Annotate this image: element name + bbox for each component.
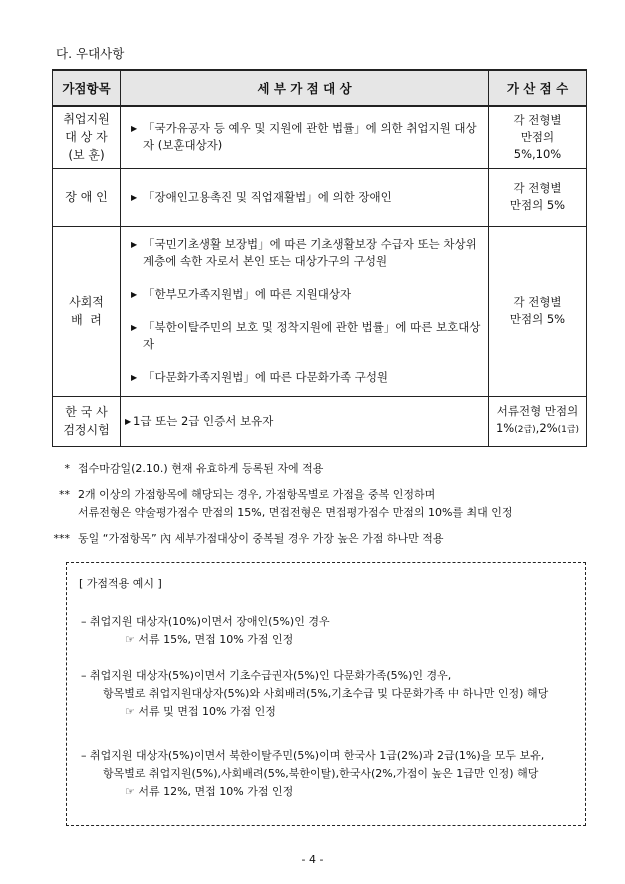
- example-result: ☞ 서류 15%, 면접 10% 가점 인정: [125, 633, 294, 646]
- score-cell: 서류전형 만점의 1%(2급),2%(1급): [489, 396, 587, 446]
- note-item: ** 2개 이상의 가점항목에 해당되는 경우, 가점항목별로 가점을 중복 인정하며 서류전형은 약술평가점수 만점의 15%, 면접전형은 면접평가점수 만점의 10%를 최대 인정: [59, 488, 513, 519]
- page-number: - 4 -: [301, 853, 324, 866]
- bullet-icon: ▶: [125, 416, 132, 426]
- notes: [52, 460, 592, 556]
- example-case: – 취업지원 대상자(5%)이면서 기초수급권자(5%)인 다문화가족(5%)인 경우, 항목별로 취업지원대상자(5%)와 사회배려(5%,기초수급 및 다문화가족 中 하나만 인정) 해당 ☞ 서류 및 면접 10% 가점 인정: [81, 667, 577, 721]
- detail-item: ▶ 「북한이탈주민의 보호 및 정착지원에 관한 법률」에 따른 보호대상자: [131, 320, 481, 351]
- item-text: 한 국 사: [65, 405, 108, 419]
- example-box: [66, 562, 586, 826]
- item-text: 사회적: [69, 295, 104, 309]
- item-text: 배 려: [71, 313, 102, 327]
- detail-item: ▶ 「장애인고용촉진 및 직업재활법」에 의한 장애인: [131, 189, 392, 204]
- bullet-icon: ▶: [131, 290, 138, 299]
- note-item: * 접수마감일(2.10.) 현재 유효하게 등록된 자에 적용: [64, 462, 324, 475]
- section-title: 다. 우대사항: [56, 46, 125, 61]
- item-text: 장 애 인: [65, 190, 108, 204]
- example-case: – 취업지원 대상자(5%)이면서 북한이탈주민(5%)이며 한국사 1급(2%)과 2급(1%)을 모두 보유, 항목별로 취업지원(5%),사회배려(5%,북한이탈),한국사(2%,가점이 높은 1급만 인정) 해당 ☞ 서류 12%, 면접 10% 가점 인정: [81, 747, 577, 801]
- bullet-icon: ▶: [131, 124, 138, 134]
- item-cell: [53, 168, 121, 226]
- item-text: (보 훈): [68, 148, 105, 163]
- item-text: 취업지원: [63, 112, 110, 127]
- example-case: – 취업지원 대상자(10%)이면서 장애인(5%)인 경우 ☞ 서류 15%, 면접 10% 가점 인정: [81, 613, 577, 649]
- detail-item: ▶ 「국민기초생활 보장법」에 따른 기초생활보장 수급자 또는 차상위계층에 속한 자로서 본인 또는 대상가구의 구성원: [131, 237, 477, 268]
- table-row: [53, 106, 587, 168]
- item-cell: [53, 396, 121, 446]
- example-result: ☞ 서류 12%, 면접 10% 가점 인정: [125, 785, 294, 798]
- header-score: 가 산 점 수: [489, 70, 587, 106]
- example-result: ☞ 서류 및 면접 10% 가점 인정: [125, 705, 276, 718]
- example-title: [ 가점적용 예시 ]: [79, 577, 162, 590]
- detail-item: ▶ 「한부모가족지원법」에 따른 지원대상자: [131, 287, 352, 301]
- detail-item: ▶ 「다문화가족지원법」에 따른 다문화가족 구성원: [131, 370, 389, 384]
- bullet-icon: ▶: [131, 192, 138, 202]
- bullet-icon: ▶: [131, 240, 138, 249]
- score-cell: 각 전형별 만점의 5%,10%: [489, 106, 587, 168]
- detail-cell: [121, 168, 489, 226]
- item-cell: [53, 106, 121, 168]
- header-detail: 세 부 가 점 대 상: [121, 70, 489, 106]
- bullet-icon: ▶: [131, 373, 138, 382]
- table-header-row: [53, 70, 587, 106]
- table-row: [53, 226, 587, 396]
- score-cell: 각 전형별 만점의 5%: [489, 226, 587, 396]
- note-item: *** 동일 “가점항목” 內 세부가점대상이 중복될 경우 가장 높은 가점 하나만 적용: [53, 532, 444, 545]
- detail-item: ▶ 「국가유공자 등 예우 및 지원에 관한 법률」에 의한 취업지원 대상자 (보훈대상자): [131, 121, 477, 153]
- table-row: [53, 168, 587, 226]
- detail-cell: [121, 226, 489, 396]
- bullet-icon: ▶: [131, 323, 138, 332]
- detail-item: ▶ 1급 또는 2급 인증서 보유자: [125, 413, 274, 428]
- item-cell: [53, 226, 121, 396]
- header-item: 가점항목: [53, 70, 121, 106]
- item-text: 대 상 자: [65, 130, 108, 145]
- detail-cell: [121, 106, 489, 168]
- preference-table: [52, 69, 587, 447]
- item-text: 검정시험: [63, 423, 110, 437]
- score-cell: 각 전형별 만점의 5%: [489, 168, 587, 226]
- detail-cell: [121, 396, 489, 446]
- table-row: [53, 396, 587, 446]
- score-detail: 1%(2급),2%(1급): [495, 421, 580, 435]
